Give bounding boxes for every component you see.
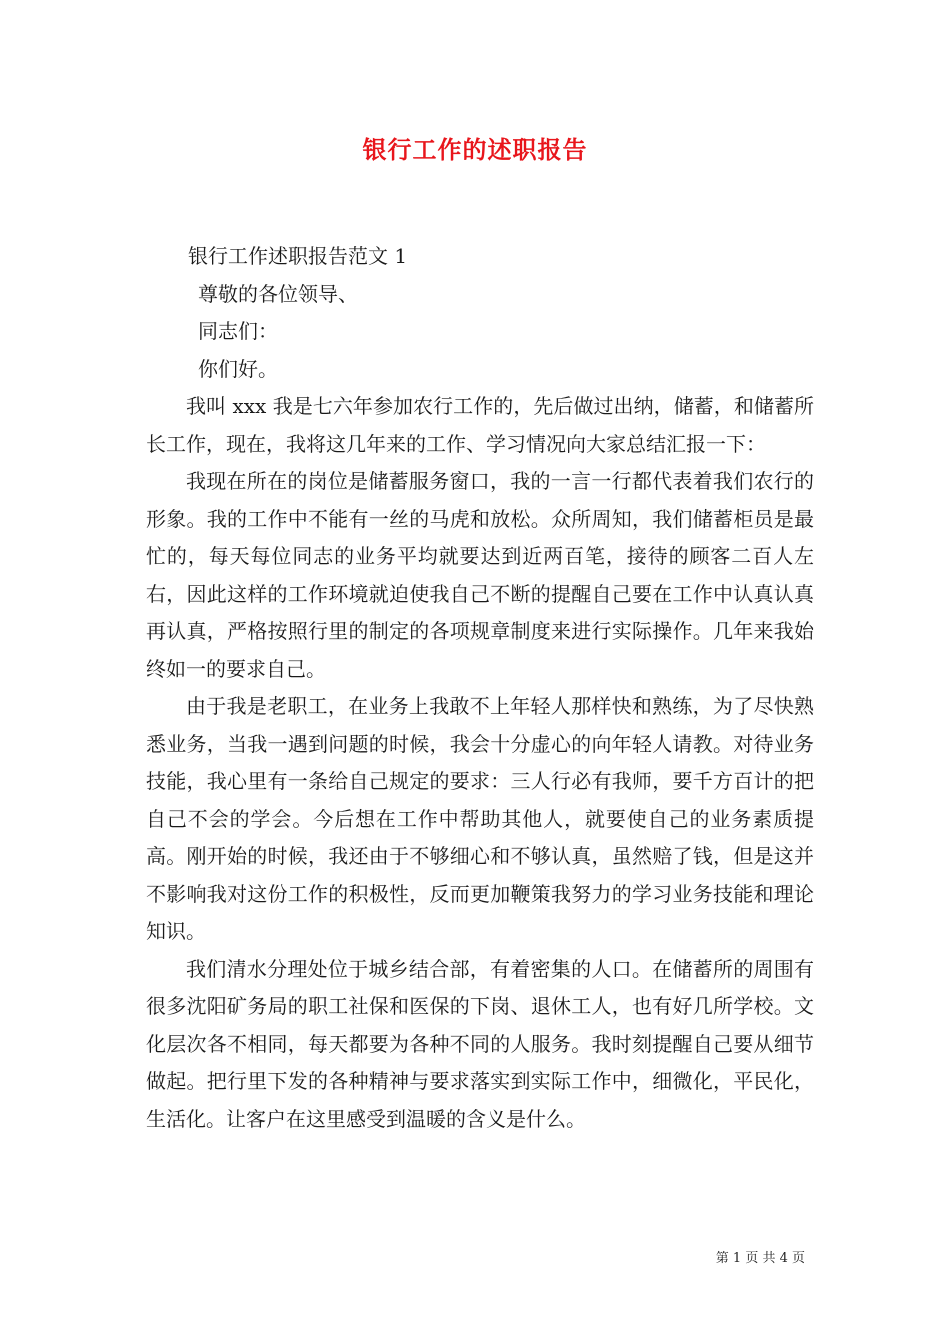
section-subtitle: 银行工作述职报告范文 1 xyxy=(188,244,408,268)
body-paragraph: 我们清水分理处位于城乡结合部，有着密集的人口。在储蓄所的周围有很多沈阳矿务局的职工社保和医保的下岗、退休工人，也有好几所学校。文化层次各不相同，每天都要为各种不同的人服务。我时刻提醒自己要从细节做起。把行里下发的各种精神与要求落实到实际工作中，细微化，平民化，生活化。让客户在这里感受到温暖的含义是什么。 xyxy=(146,956,814,1131)
body-paragraph: 我现在所在的岗位是储蓄服务窗口，我的一言一行都代表着我们农行的形象。我的工作中不能有一丝的马虎和放松。众所周知，我们储蓄柜员是最忙的，每天每位同志的业务平均就要达到近两百笔，接待的顾客二百人左右，因此这样的工作环境就迫使我自己不断的提醒自己要在工作中认真认真再认真，严格按照行里的制定的各项规章制度来进行实际操作。几年来我始终如一的要求自己。 xyxy=(146,469,814,681)
document-title: 银行工作的述职报告 xyxy=(362,135,588,164)
salutation-line: 你们好。 xyxy=(198,356,278,381)
body-paragraph: 我叫 xxx 我是七六年参加农行工作的，先后做过出纳，储蓄，和储蓄所长工作，现在，我将这几年来的工作、学习情况向大家总结汇报一下： xyxy=(146,394,814,456)
document-body xyxy=(146,238,814,1138)
body-paragraph: 由于我是老职工，在业务上我敢不上年轻人那样快和熟练，为了尽快熟悉业务，当我一遇到问题的时候，我会十分虚心的向年轻人请教。对待业务技能，我心里有一条给自己规定的要求：三人行必有我师，要千方百计的把自己不会的学会。今后想在工作中帮助其他人，就要使自己的业务素质提高。刚开始的时候，我还由于不够细心和不够认真，虽然赔了钱，但是这并不影响我对这份工作的积极性，反而更加鞭策我努力的学习业务技能和理论知识。 xyxy=(146,694,814,943)
salutation-line: 尊敬的各位领导、 xyxy=(198,281,358,306)
page-number: 第 1 页 共 4 页 xyxy=(715,1251,805,1266)
salutation-line: 同志们： xyxy=(198,319,278,343)
